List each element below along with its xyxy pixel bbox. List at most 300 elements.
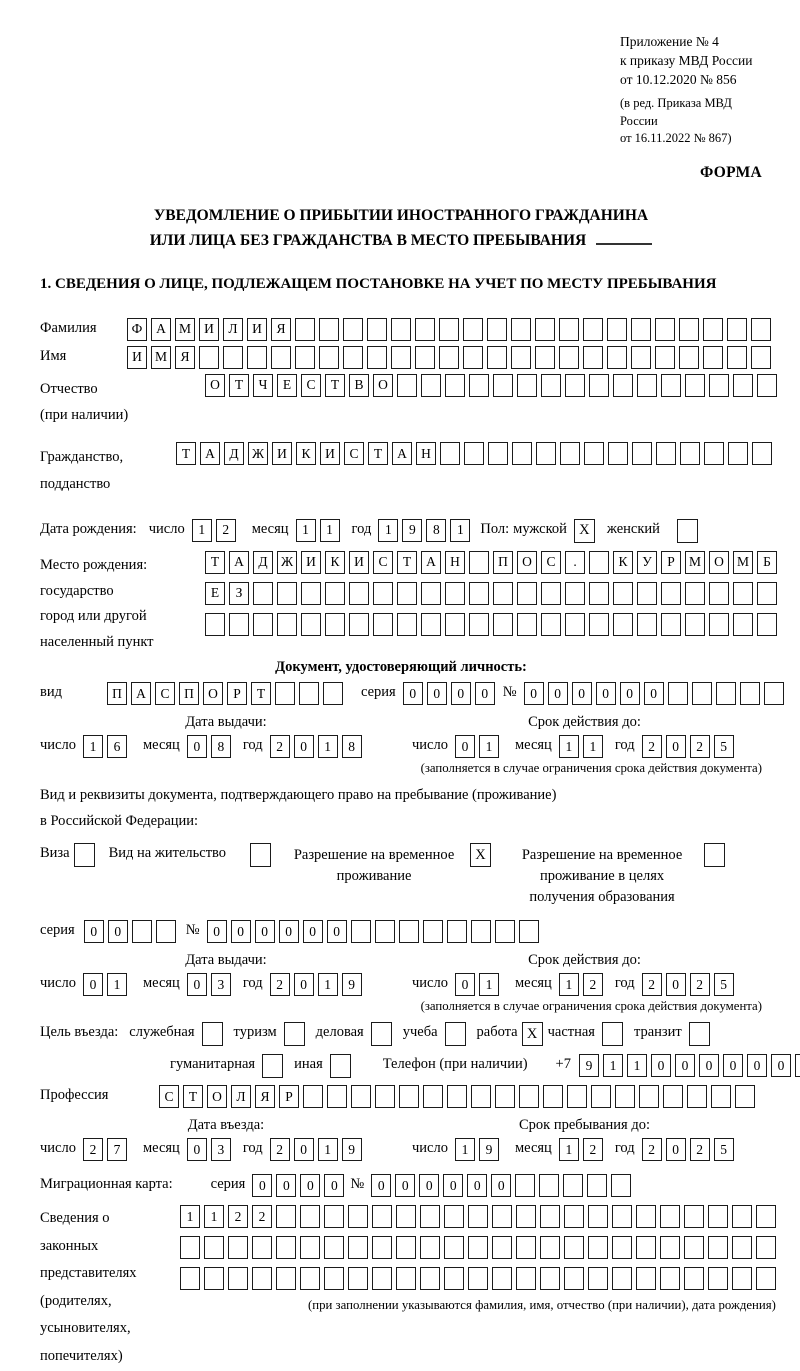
char-cell: 1 [378, 519, 398, 542]
purpose-study-checkbox [445, 1022, 466, 1046]
char-cell: 0 [491, 1174, 511, 1197]
name-cells [127, 346, 775, 369]
identity-doc-heading: Документ, удостоверяющий личность: [275, 659, 527, 675]
stay-month-cells [559, 1138, 607, 1161]
number-label: № [185, 922, 200, 939]
char-cell: 5 [714, 735, 734, 758]
citizenship-label: Гражданство, подданство [40, 449, 124, 492]
char-cell [247, 346, 267, 369]
char-cell [253, 613, 273, 636]
char-cell [275, 682, 295, 705]
char-cell: 9 [342, 1138, 362, 1161]
char-cell [204, 1236, 224, 1259]
series-label: серия [40, 922, 75, 939]
day-label: число [40, 975, 76, 992]
surname-label: Фамилия [40, 319, 97, 336]
char-cell [421, 613, 441, 636]
day-label: число [412, 975, 448, 992]
option-visa-label: Виза [40, 845, 70, 862]
char-cell [612, 1267, 632, 1290]
entry-month-cells [187, 1138, 235, 1161]
day-label: число [40, 737, 76, 753]
char-cell: 1 [603, 1054, 623, 1077]
char-cell: 1 [192, 519, 212, 542]
char-cell [295, 346, 315, 369]
char-cell: 8 [342, 735, 362, 758]
char-cell [463, 318, 483, 341]
char-cell [516, 1205, 536, 1228]
edition-reference [620, 95, 762, 148]
char-cell [588, 1236, 608, 1259]
purpose-transit-checkbox [689, 1022, 710, 1046]
valid-month-cells [559, 973, 607, 996]
residence-doc-intro: Вид и реквизиты документа, подтверждающего право на пребывание (проживание) в Российской Федерации: [40, 787, 557, 830]
char-cell: 0 [419, 1174, 439, 1197]
year-label: год [614, 975, 635, 992]
char-cell [515, 1174, 535, 1197]
char-cell: 0 [108, 920, 128, 943]
day-label: число [148, 520, 185, 537]
migration-series-cells [252, 1174, 348, 1197]
char-cell: 0 [651, 1054, 671, 1077]
char-cell [661, 582, 681, 605]
char-cell [276, 1236, 296, 1259]
profession-row [40, 1085, 762, 1108]
char-cell [447, 1085, 467, 1108]
char-cell: 0 [572, 682, 592, 705]
char-cell: Т [251, 682, 271, 705]
char-cell: 0 [666, 973, 686, 996]
valid-until-heading: Срок действия до: [528, 952, 641, 969]
char-cell: 1 [479, 735, 499, 758]
char-cell [517, 613, 537, 636]
issue-date-fields [40, 735, 412, 758]
char-cell [727, 346, 747, 369]
char-cell [563, 1174, 583, 1197]
char-cell [535, 346, 555, 369]
char-cell [204, 1267, 224, 1290]
char-cell [487, 346, 507, 369]
char-cell: 7 [107, 1138, 127, 1161]
char-cell: Т [176, 442, 196, 465]
char-cell [613, 374, 633, 397]
char-cell [468, 1205, 488, 1228]
char-cell: И [320, 442, 340, 465]
char-cell [444, 1205, 464, 1228]
char-cell [493, 374, 513, 397]
char-cell [708, 1205, 728, 1228]
char-cell [396, 1267, 416, 1290]
birth-place-row1 [205, 551, 781, 574]
char-cell [732, 1267, 752, 1290]
char-cell [228, 1236, 248, 1259]
char-cell [373, 582, 393, 605]
char-cell [156, 920, 176, 943]
char-cell: 1 [318, 735, 338, 758]
year-label: год [242, 1140, 263, 1157]
char-cell [277, 613, 297, 636]
char-cell: К [613, 551, 633, 574]
char-cell: 0 [620, 682, 640, 705]
char-cell: С [344, 442, 364, 465]
char-cell: 0 [324, 1174, 344, 1197]
char-cell [420, 1205, 440, 1228]
identity-doc-row [40, 682, 762, 705]
char-cell: 0 [455, 735, 475, 758]
issue-month-cells [187, 735, 235, 758]
valid-until-group [412, 714, 757, 758]
form-label: ФОРМА [699, 163, 762, 181]
char-cell [583, 318, 603, 341]
stay-day-cells [455, 1138, 503, 1161]
char-cell [512, 442, 532, 465]
char-cell [584, 442, 604, 465]
char-cell: Т [205, 551, 225, 574]
option-temp-residence-checkbox: X [470, 843, 491, 867]
char-cell [583, 346, 603, 369]
char-cell: 0 [548, 682, 568, 705]
char-cell [253, 582, 273, 605]
char-cell [757, 374, 777, 397]
char-cell [541, 374, 561, 397]
edition-line: от 16.11.2022 № 867) [620, 131, 732, 146]
issue-date-fields [40, 973, 412, 996]
char-cell [349, 613, 369, 636]
char-cell: Я [175, 346, 195, 369]
char-cell [300, 1205, 320, 1228]
char-cell [564, 1205, 584, 1228]
residence-doc-options [40, 843, 762, 908]
char-cell: Р [227, 682, 247, 705]
char-cell: С [373, 551, 393, 574]
char-cell: Н [416, 442, 436, 465]
char-cell [132, 920, 152, 943]
char-cell [372, 1205, 392, 1228]
char-cell: Б [757, 551, 777, 574]
appendix-line: к приказу МВД России [620, 53, 753, 69]
birth-place-row3 [205, 613, 781, 636]
char-cell: 0 [276, 1174, 296, 1197]
char-cell: А [151, 318, 171, 341]
char-cell: 9 [342, 973, 362, 996]
birth-place-rows [205, 551, 781, 636]
char-cell [463, 346, 483, 369]
char-cell [728, 442, 748, 465]
char-cell: О [203, 682, 223, 705]
gender-female-checkbox [677, 519, 698, 543]
residence-doc-dates [40, 952, 762, 996]
char-cell [447, 920, 467, 943]
char-cell: Д [253, 551, 273, 574]
entry-date-group [40, 1117, 412, 1161]
char-cell: 1 [559, 973, 579, 996]
purpose-other-label: иная [294, 1056, 323, 1073]
valid-month-cells [559, 735, 607, 758]
doc-kind-label: вид [40, 684, 62, 700]
char-cell: И [247, 318, 267, 341]
char-cell: С [301, 374, 321, 397]
char-cell [351, 920, 371, 943]
char-cell [228, 1267, 248, 1290]
char-cell: 0 [475, 682, 495, 705]
char-cell [684, 1236, 704, 1259]
char-cell [756, 1267, 776, 1290]
birth-place-row2 [205, 582, 781, 605]
char-cell: 1 [455, 1138, 475, 1161]
char-cell: И [272, 442, 292, 465]
purpose-private-label: частная [547, 1024, 595, 1041]
char-cell [679, 318, 699, 341]
char-cell: 2 [690, 1138, 710, 1161]
char-cell: М [151, 346, 171, 369]
surname-row [40, 318, 762, 341]
char-cell: К [325, 551, 345, 574]
char-cell [565, 613, 585, 636]
char-cell [764, 682, 784, 705]
char-cell [223, 346, 243, 369]
patronymic-row [40, 374, 762, 430]
char-cell: 1 [559, 735, 579, 758]
char-cell [464, 442, 484, 465]
char-cell: Ч [253, 374, 273, 397]
char-cell [445, 582, 465, 605]
char-cell [199, 346, 219, 369]
char-cell: 1 [318, 1138, 338, 1161]
char-cell [684, 1205, 704, 1228]
char-cell: 2 [83, 1138, 103, 1161]
representatives-block [40, 1205, 776, 1370]
month-label: месяц [514, 1140, 552, 1157]
char-cell [535, 318, 555, 341]
char-cell: П [179, 682, 199, 705]
char-cell: Р [279, 1085, 299, 1108]
char-cell [327, 1085, 347, 1108]
option-temp-residence-label: Разрешение на временное проживание [293, 847, 455, 885]
migration-card-label: Миграционная карта: [40, 1176, 173, 1193]
char-cell [660, 1267, 680, 1290]
char-cell [591, 1085, 611, 1108]
char-cell [632, 442, 652, 465]
valid-day-cells [455, 735, 503, 758]
char-cell [373, 613, 393, 636]
appendix-line: Приложение № 4 [620, 34, 719, 49]
char-cell [469, 613, 489, 636]
birth-day-cells [192, 519, 240, 542]
char-cell [756, 1205, 776, 1228]
doc-kind-cells [107, 682, 347, 705]
char-cell [589, 613, 609, 636]
doc-number-cells [524, 682, 788, 705]
char-cell [517, 582, 537, 605]
char-cell: А [131, 682, 151, 705]
year-label: год [242, 975, 263, 992]
char-cell [351, 1085, 371, 1108]
char-cell [324, 1205, 344, 1228]
char-cell [589, 582, 609, 605]
char-cell [349, 582, 369, 605]
char-cell: А [421, 551, 441, 574]
char-cell: 2 [690, 735, 710, 758]
char-cell [397, 613, 417, 636]
char-cell: 2 [583, 1138, 603, 1161]
char-cell [469, 374, 489, 397]
option-residence-permit-checkbox [250, 843, 271, 867]
char-cell: 8 [211, 735, 231, 758]
char-cell [319, 346, 339, 369]
char-cell: Р [661, 551, 681, 574]
char-cell [559, 318, 579, 341]
char-cell [727, 318, 747, 341]
char-cell [180, 1267, 200, 1290]
char-cell [685, 613, 705, 636]
form-title [40, 204, 762, 254]
char-cell: Е [277, 374, 297, 397]
char-cell [795, 1054, 800, 1077]
char-cell [607, 318, 627, 341]
char-cell [396, 1205, 416, 1228]
char-cell [399, 1085, 419, 1108]
char-cell [708, 1267, 728, 1290]
char-cell: 0 [395, 1174, 415, 1197]
char-cell [488, 442, 508, 465]
purpose-humanitarian-checkbox [262, 1054, 283, 1078]
char-cell [613, 582, 633, 605]
entry-year-cells [270, 1138, 366, 1161]
char-cell [492, 1205, 512, 1228]
char-cell [560, 442, 580, 465]
visit-purpose-label: Цель въезда: [40, 1024, 119, 1041]
char-cell [615, 1085, 635, 1108]
purpose-tourism-checkbox [284, 1022, 305, 1046]
char-cell: 0 [187, 1138, 207, 1161]
char-cell: И [127, 346, 147, 369]
stay-until-group [412, 1117, 757, 1161]
char-cell [391, 318, 411, 341]
char-cell [495, 1085, 515, 1108]
char-cell [276, 1205, 296, 1228]
char-cell [692, 682, 712, 705]
citizenship-cells [176, 442, 776, 465]
option-temp-residence-education-label: Разрешение на временное проживание в целях получения образования [521, 847, 683, 906]
char-cell [607, 346, 627, 369]
char-cell [589, 374, 609, 397]
char-cell [704, 442, 724, 465]
char-cell [711, 1085, 731, 1108]
birth-year-cells [378, 519, 474, 542]
valid-day-cells [455, 973, 503, 996]
patronymic-label: Отчество (при наличии) [40, 380, 129, 424]
char-cell: 0 [294, 735, 314, 758]
birth-place-label: Место рождения: государство город или другой населенный пункт [40, 556, 154, 651]
char-cell [612, 1205, 632, 1228]
char-cell [517, 374, 537, 397]
char-cell: 8 [426, 519, 446, 542]
char-cell [252, 1267, 272, 1290]
char-cell [631, 346, 651, 369]
valid-until-group [412, 952, 757, 996]
purpose-private-checkbox [602, 1022, 623, 1046]
char-cell [708, 1236, 728, 1259]
visit-purpose-row1 [40, 1022, 762, 1046]
stay-until-heading: Срок пребывания до: [519, 1117, 650, 1134]
char-cell: 1 [627, 1054, 647, 1077]
char-cell [636, 1267, 656, 1290]
char-cell [252, 1236, 272, 1259]
char-cell: Л [223, 318, 243, 341]
representatives-rows [180, 1205, 780, 1370]
char-cell [421, 374, 441, 397]
char-cell [685, 582, 705, 605]
phone-cells [579, 1054, 800, 1077]
char-cell [495, 920, 515, 943]
char-cell [303, 1085, 323, 1108]
purpose-tourism-label: туризм [233, 1024, 277, 1041]
representatives-row1 [180, 1205, 780, 1228]
char-cell: Ж [277, 551, 297, 574]
char-cell [637, 374, 657, 397]
char-cell [300, 1236, 320, 1259]
char-cell: 0 [84, 920, 104, 943]
valid-until-heading: Срок действия до: [528, 714, 641, 730]
purpose-study-label: учеба [402, 1024, 438, 1041]
char-cell: О [709, 551, 729, 574]
char-cell [493, 582, 513, 605]
char-cell: 1 [479, 973, 499, 996]
month-label: месяц [142, 1140, 180, 1157]
issue-date-heading: Дата выдачи: [185, 952, 267, 969]
char-cell: 0 [294, 1138, 314, 1161]
char-cell [608, 442, 628, 465]
char-cell [567, 1085, 587, 1108]
char-cell: 0 [279, 920, 299, 943]
char-cell [420, 1236, 440, 1259]
char-cell [587, 1174, 607, 1197]
char-cell: 0 [300, 1174, 320, 1197]
option-residence-permit-label: Вид на жительство [108, 845, 227, 862]
char-cell [540, 1205, 560, 1228]
section1-heading: 1. СВЕДЕНИЯ О ЛИЦЕ, ПОДЛЕЖАЩЕМ ПОСТАНОВКЕ НА УЧЕТ ПО МЕСТУ ПРЕБЫВАНИЯ [40, 275, 717, 292]
char-cell: О [517, 551, 537, 574]
char-cell [732, 1236, 752, 1259]
char-cell [613, 613, 633, 636]
birth-date-row [40, 519, 762, 543]
char-cell: А [392, 442, 412, 465]
char-cell [397, 374, 417, 397]
char-cell [752, 442, 772, 465]
char-cell: А [229, 551, 249, 574]
char-cell [468, 1236, 488, 1259]
char-cell [445, 374, 465, 397]
char-cell: 0 [427, 682, 447, 705]
char-cell [415, 346, 435, 369]
char-cell: П [107, 682, 127, 705]
char-cell: Т [183, 1085, 203, 1108]
char-cell [709, 613, 729, 636]
residence-number-cells [207, 920, 543, 943]
char-cell: К [296, 442, 316, 465]
char-cell: 1 [559, 1138, 579, 1161]
profession-cells [159, 1085, 759, 1108]
char-cell [611, 1174, 631, 1197]
month-label: месяц [514, 737, 552, 753]
char-cell: Л [231, 1085, 251, 1108]
name-row [40, 346, 762, 369]
char-cell [399, 920, 419, 943]
char-cell [277, 582, 297, 605]
char-cell [492, 1267, 512, 1290]
purpose-business-label: деловая [315, 1024, 364, 1041]
char-cell: 0 [231, 920, 251, 943]
